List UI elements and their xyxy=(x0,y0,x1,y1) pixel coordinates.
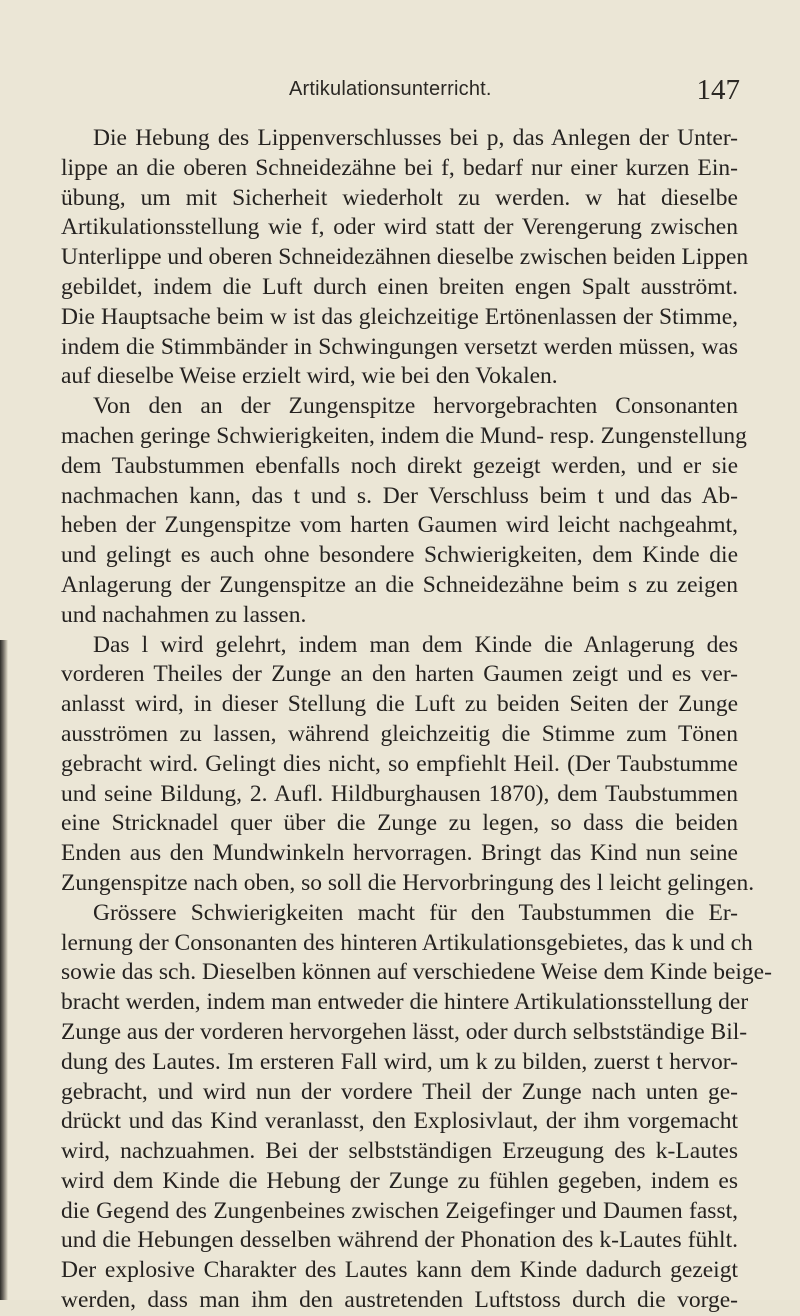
text-line: Enden aus den Mundwinkeln hervorragen. Bringt das Kind nun seine xyxy=(61,840,738,867)
page-header xyxy=(40,72,740,108)
text-line: sowie das sch. Dieselben können auf verschiedene Weise dem Kinde beige- xyxy=(61,959,772,986)
text-line: und gelingt es auch ohne besondere Schwierigkeiten, dem Kinde die xyxy=(61,542,738,569)
text-line: drückt und das Kind veranlasst, den Explosivlaut, der ihm vorgemacht xyxy=(61,1108,738,1135)
text-line: bracht werden, indem man entweder die hintere Artikulationsstellung der xyxy=(61,989,749,1016)
text-line: und nachahmen zu lassen. xyxy=(61,601,307,628)
text-line: indem die Stimmbänder in Schwingungen versetzt werden müssen, was xyxy=(61,333,738,360)
text-line: vorderen Theiles der Zunge an den harten Gaumen zeigt und es ver- xyxy=(61,661,738,688)
text-line: anlasst wird, in dieser Stellung die Luft zu beiden Seiten der Zunge xyxy=(61,691,738,718)
text-line: übung, um mit Sicherheit wiederholt zu werden. w hat dieselbe xyxy=(61,184,738,211)
text-line: nachmachen kann, das t und s. Der Verschluss beim t und das Ab- xyxy=(61,482,738,509)
text-line: auf dieselbe Weise erzielt wird, wie bei den Vokalen. xyxy=(61,363,558,390)
text-line: dung des Lautes. Im ersteren Fall wird, um k zu bilden, zuerst t hervor- xyxy=(61,1048,738,1075)
text-line: Grössere Schwierigkeiten macht für den Taubstummen die Er- xyxy=(93,899,738,926)
running-title: Artikulationsunterricht. xyxy=(289,78,492,100)
text-line: ausströmen zu lassen, während gleichzeitig die Stimme zum Tönen xyxy=(61,720,738,747)
text-line: Von den an der Zungenspitze hervorgebrachten Consonanten xyxy=(93,393,738,420)
text-line: Artikulationsstellung wie f, oder wird statt der Verengerung zwischen xyxy=(61,214,738,241)
text-line: eine Stricknadel quer über die Zunge zu legen, so dass die beiden xyxy=(61,810,738,837)
text-line: gebracht wird. Gelingt dies nicht, so empfiehlt Heil. (Der Taubstumme xyxy=(61,750,738,777)
body-text xyxy=(61,124,772,1316)
text-line: wird dem Kinde die Hebung der Zunge zu fühlen gegeben, indem es xyxy=(61,1167,738,1194)
text-line: Unterlippe und oberen Schneidezähnen dieselbe zwischen beiden Lippen xyxy=(61,244,749,271)
text-line: lippe an die oberen Schneidezähne bei f, bedarf nur einer kurzen Ein- xyxy=(61,154,738,181)
text-line: lernung der Consonanten des hinteren Artikulationsgebietes, das k und ch xyxy=(61,929,753,956)
text-line: und seine Bildung, 2. Aufl. Hildburghausen 1870), dem Taubstummen xyxy=(61,780,738,807)
binding-shadow xyxy=(0,640,8,1300)
text-line: und die Hebungen desselben während der Phonation des k-Lautes fühlt. xyxy=(61,1227,738,1254)
text-line: Zunge aus der vorderen hervorgehen lässt, oder durch selbstständige Bil- xyxy=(61,1018,748,1045)
text-line: wird, nachzuahmen. Bei der selbstständigen Erzeugung des k-Lautes xyxy=(61,1138,738,1165)
page-number: 147 xyxy=(696,74,740,106)
text-line: Anlagerung der Zungenspitze an die Schneidezähne beim s zu zeigen xyxy=(61,571,738,598)
text-line: Die Hauptsache beim w ist das gleichzeitige Ertönenlassen der Stimme, xyxy=(61,303,738,330)
text-line: machen geringe Schwierigkeiten, indem die Mund- resp. Zungenstellung xyxy=(61,422,747,449)
text-line: Die Hebung des Lippenverschlusses bei p, das Anlegen der Unter- xyxy=(93,125,738,151)
text-line: Zungenspitze nach oben, so soll die Hervorbringung des l leicht gelingen. xyxy=(61,869,755,896)
text-line: Der explosive Charakter des Lautes kann dem Kinde dadurch gezeigt xyxy=(61,1257,738,1284)
text-line: heben der Zungenspitze vom harten Gaumen wird leicht nachgeahmt, xyxy=(61,512,738,539)
text-line: gebracht, und wird nun der vordere Theil der Zunge nach unten ge- xyxy=(61,1078,738,1105)
text-line: gebildet, indem die Luft durch einen breiten engen Spalt ausströmt. xyxy=(61,273,738,300)
text-line: werden, dass man ihm den austretenden Luftstoss durch die vorge- xyxy=(61,1287,738,1314)
text-line: die Gegend des Zungenbeines zwischen Zeigefinger und Daumen fasst, xyxy=(61,1197,738,1224)
text-line: dem Taubstummen ebenfalls noch direkt gezeigt werden, und er sie xyxy=(61,452,738,479)
text-line: Das l wird gelehrt, indem man dem Kinde die Anlagerung des xyxy=(93,631,738,658)
